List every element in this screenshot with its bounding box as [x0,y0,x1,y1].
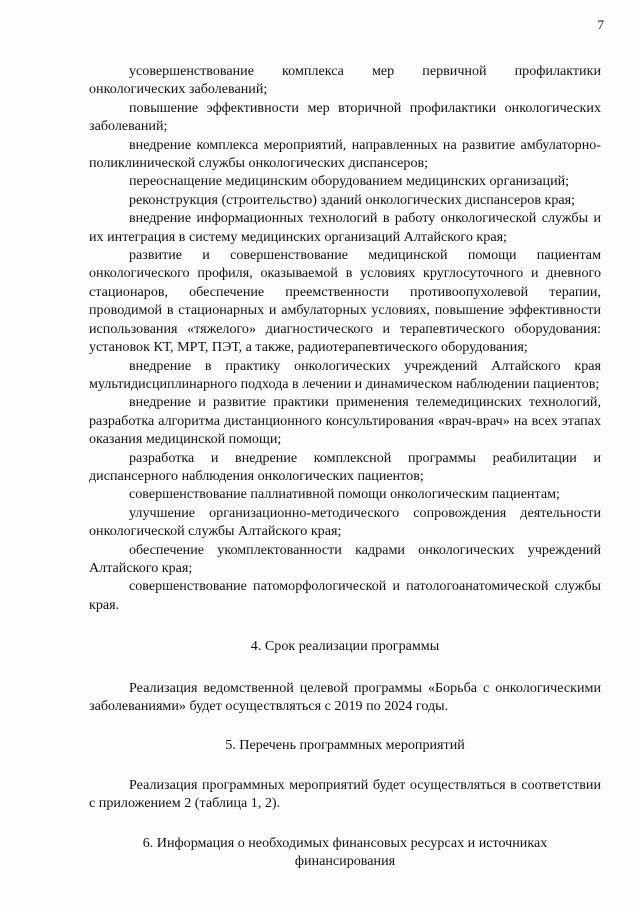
list-item: улучшение организационно-методического сопровождения деятельности онкологической службы Алтайского края; [89,504,601,540]
list-item: реконструкция (строительство) зданий онкологических диспансеров края; [129,191,576,208]
page-number: 7 [597,17,604,32]
list-item: развитие и совершенствование медицинской помощи пациентам онкологического профиля, оказываемой в условиях круглосуточного и дневного стационаров, обеспечение преемственности противоопухолевой терапии, проводимой в стационарных и амбулаторных условиях, повышение эффективности использования «тяжелого» диагностического и терапевтического оборудования: установок КТ, МРТ, ПЭТ, а также, радиотерапевтического оборудования; [89,247,601,356]
list-item: разработка и внедрение комплексной программы реабилитации и диспансерного наблюдения онкологических пациентов; [89,449,601,484]
list-item: совершенствование паллиативной помощи онкологическим пациентам; [129,486,560,503]
list-item: внедрение в практику онкологических учреждений Алтайского края мультидисциплинарного подхода в лечении и динамическом наблюдении пациентов; [89,357,601,392]
list-item: совершенствование патоморфологической и патологоанатомической службы края. [89,578,601,613]
section-4-text: Реализация ведомственной целевой программы «Борьба с онкологическими заболеваниями» будет осуществляться с 2019 по 2024 годы. [89,679,601,714]
list-item: переоснащение медицинским оборудованием медицинских организаций; [129,173,570,190]
section-5-heading: 5. Перечень программных мероприятий [225,737,465,754]
list-item: повышение эффективности мер вторичной профилактики онкологических заболеваний; [89,99,601,135]
list-item: внедрение и развитие практики применения телемедицинских технологий, разработка алгоритма дистанционного консультирования «врач-врач» на всех этапах оказания медицинской помощи; [89,394,601,448]
list-item: внедрение информационных технологий в работу онкологической службы и их интеграция в систему медицинских организаций Алтайского края; [89,210,601,245]
document-body [89,62,601,870]
list-item: обеспечение укомплектованности кадрами онкологических учреждений Алтайского края; [89,541,601,576]
section-6-heading: 6. Информация о необходимых финансовых ресурсах и источниках финансирования [142,834,548,870]
section-4-heading: 4. Срок реализации программы [250,638,440,655]
section-5-text: Реализация программных мероприятий будет осуществляться в соответствии с приложением 2 (таблица 1, 2). [89,776,601,812]
list-item: внедрение комплекса мероприятий, направленных на развитие амбулаторно-поликлинической службы онкологических диспансеров; [89,136,601,172]
list-item: усовершенствование комплекса мер первичной профилактики онкологических заболеваний; [89,63,601,98]
